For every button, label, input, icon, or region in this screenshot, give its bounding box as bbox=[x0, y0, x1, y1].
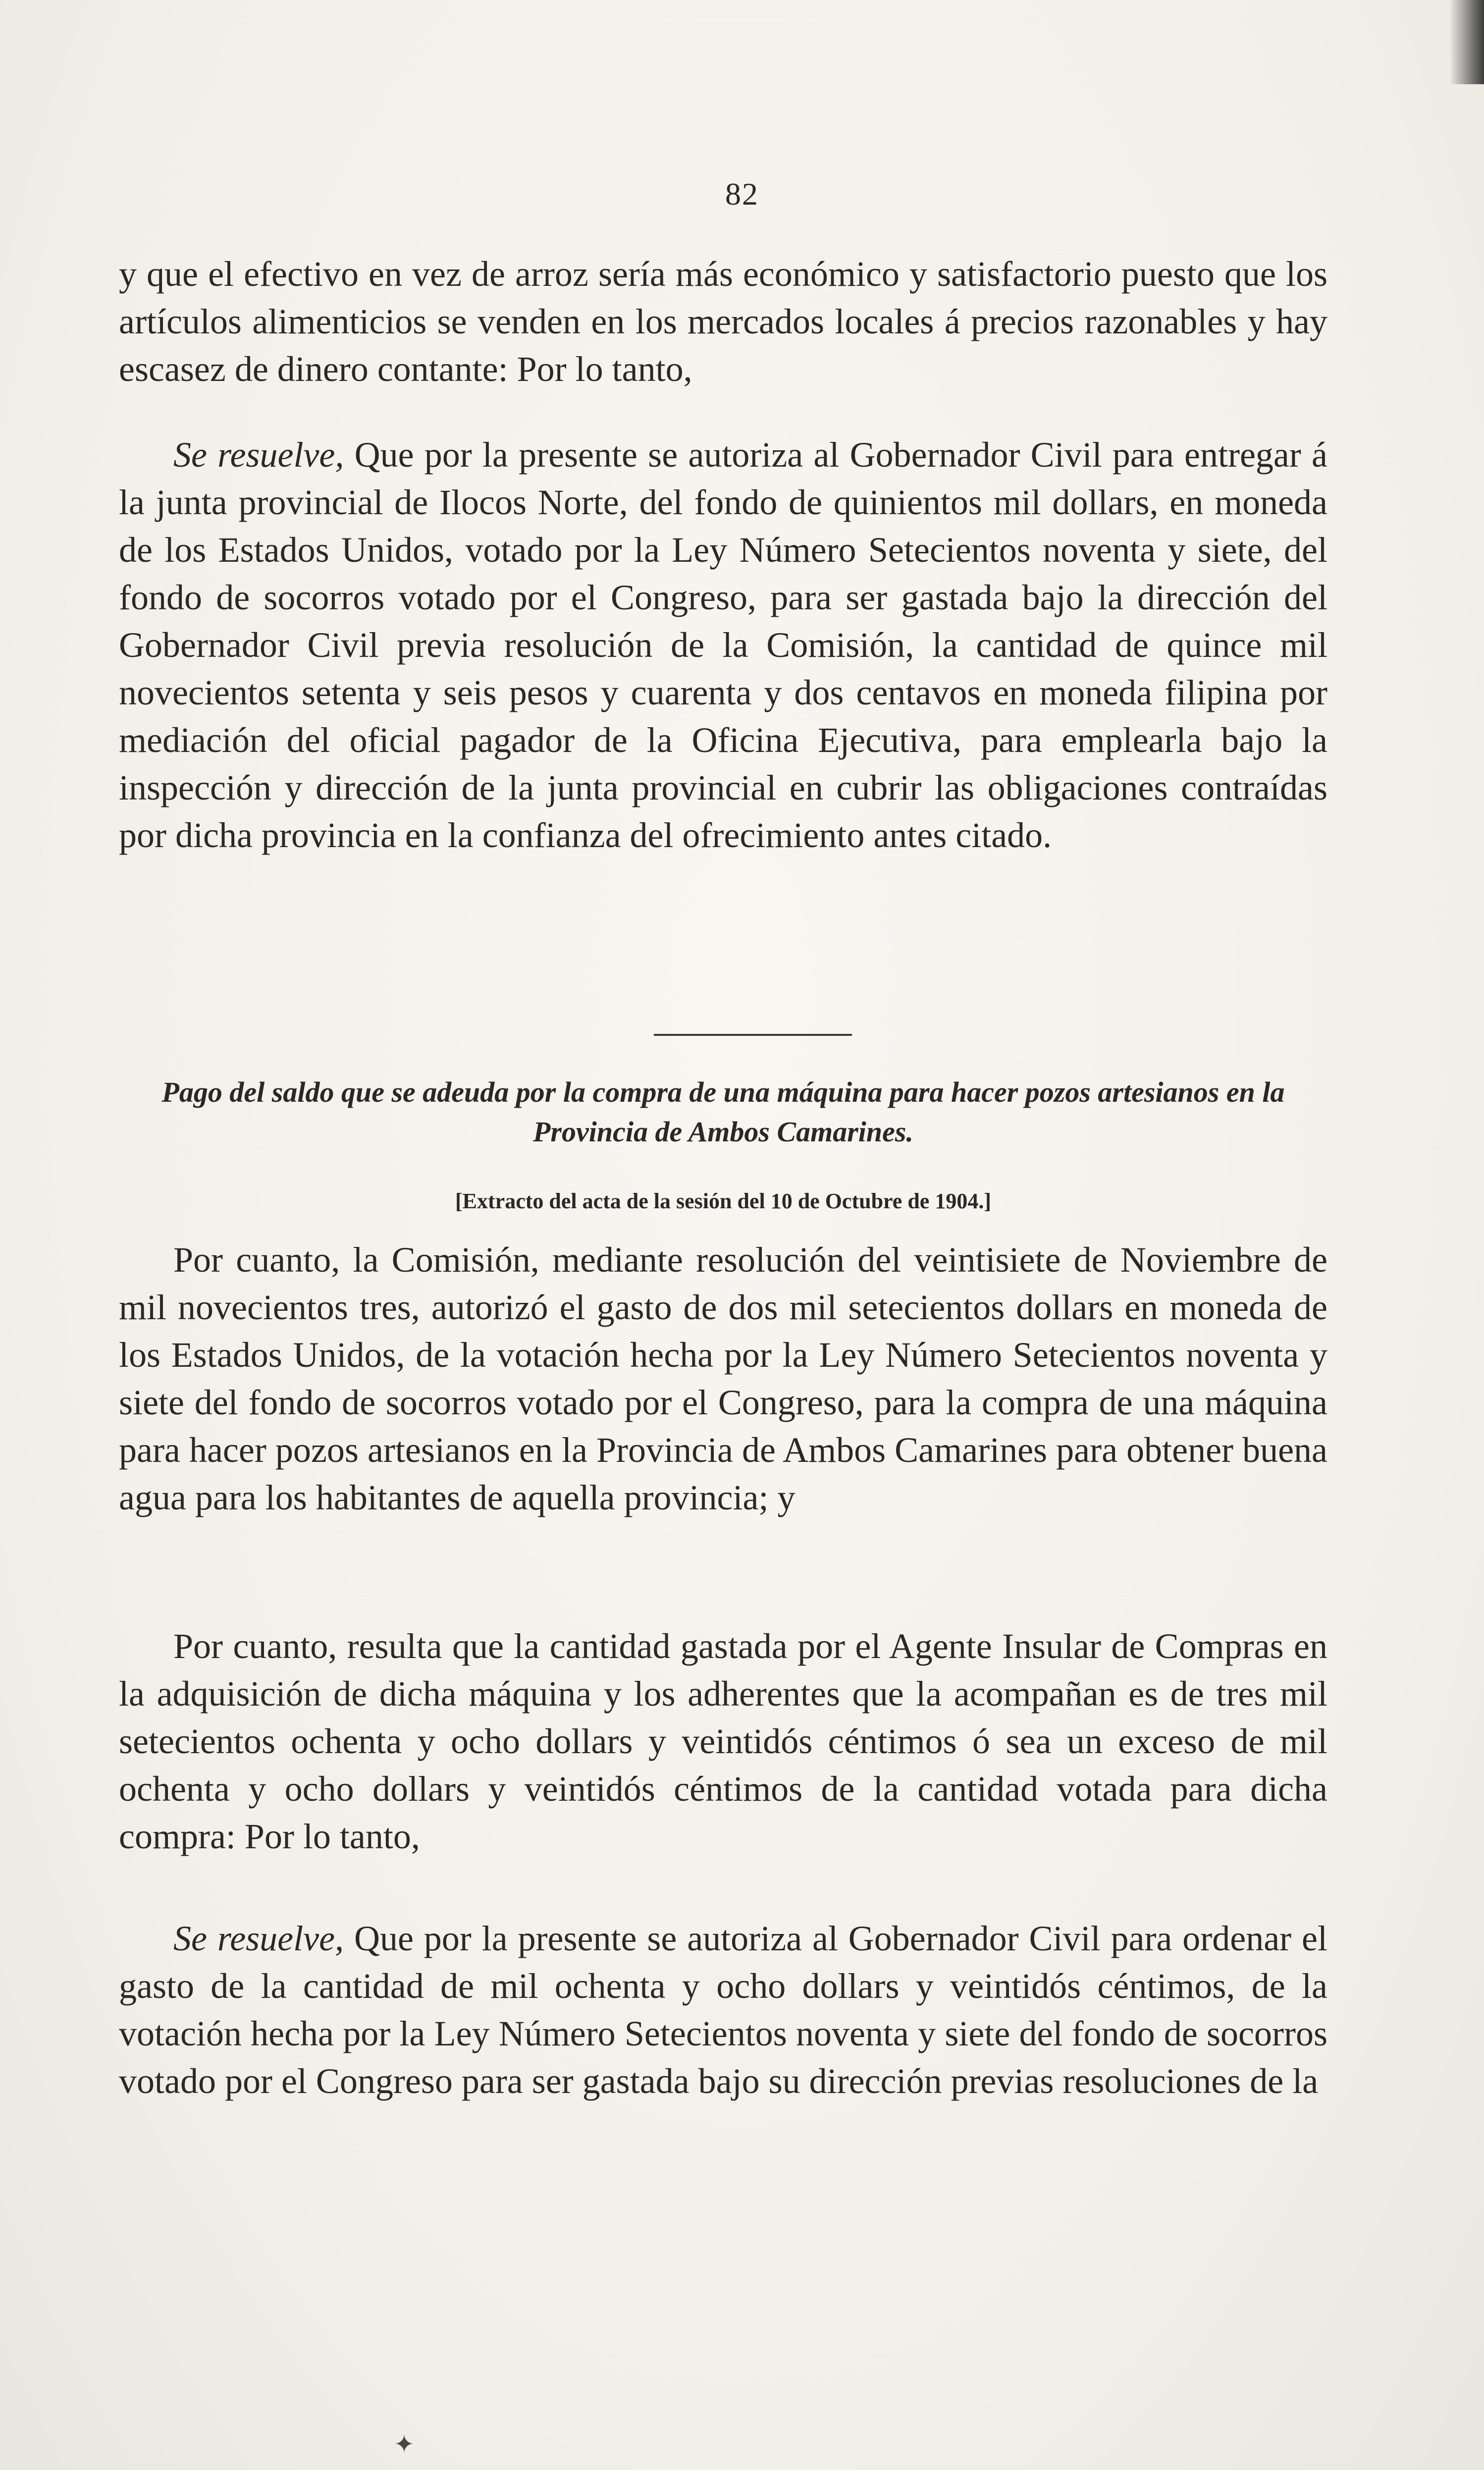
resolution-lead: Se resuelve, bbox=[173, 435, 344, 475]
paragraph bbox=[119, 431, 1327, 859]
print-mark: ✦ bbox=[394, 2430, 415, 2458]
resolution-body: Que por la presente se autoriza al Gobernador Civil para entregar á la junta provincial de Ilocos Norte, del fondo de quinientos mil dollars, en moneda de los Estados Unidos, votado por la Ley Número Setecientos noventa y siete, del fondo de socorros votado por el Congreso, para ser gastada bajo la dirección del Gobernador Civil previa resolución de la Comisión, la cantidad de quince mil novecientos setenta y seis pesos y cuarenta y dos centavos en moneda filipina por mediación del oficial pagador de la Oficina Ejecutiva, para emplearla bajo la inspección y dirección de la junta provincial en cubrir las obligaciones contraídas por dicha provincia en la confianza del ofrecimiento antes citado. bbox=[119, 435, 1327, 855]
section-divider bbox=[654, 1034, 852, 1036]
resolution-body: Que por la presente se autoriza al Gobernador Civil para ordenar el gasto de la cantidad de mil ochenta y ocho dollars y veintidós céntimos, de la votación hecha por la Ley Número Setecientos noventa y siete del fondo de socorros votado por el Congreso para ser gastada bajo su dirección previas resoluciones de la bbox=[119, 1919, 1328, 2101]
paragraph-resolution-1 bbox=[119, 431, 1327, 859]
paragraph-text: Por cuanto, resulta que la cantidad gastada por el Agente Insular de Compras en la adquisición de dicha máquina y los adherentes que la acompañan es de tres mil setecientos ochenta y ocho dollars y veintidós céntimos ó sea un exceso de mil ochenta y ocho dollars y veintidós céntimos de la cantidad votada para dicha compra: Por lo tanto, bbox=[119, 1626, 1327, 1856]
page-edge-shadow bbox=[1449, 0, 1484, 84]
resolution-lead: Se resuelve, bbox=[173, 1919, 344, 1958]
section-heading: Pago del saldo que se adeuda por la compra de una máquina para hacer pozos artesianos en la Provincia de Ambos Camarines. bbox=[161, 1076, 1285, 1148]
paragraph-resolution-2 bbox=[119, 1915, 1327, 2105]
paragraph-text: y que el efectivo en vez de arroz sería más económico y satisfactorio puesto que los artículos alimenticios se venden en los mercados locales á precios razonables y hay escasez de dinero contante: Por lo tanto, bbox=[119, 254, 1327, 389]
paragraph-continuation bbox=[119, 250, 1327, 393]
extract-note: [Extracto del acta de la sesión del 10 de Octubre de 1904.] bbox=[455, 1189, 991, 1213]
paragraph-text: Por cuanto, la Comisión, mediante resolución del veintisiete de Noviembre de mil novecientos tres, autorizó el gasto de dos mil setecientos dollars en moneda de los Estados Unidos, de la votación hecha por la Ley Número Setecientos noventa y siete del fondo de socorros votado por el Congreso, para la compra de una máquina para hacer pozos artesianos en la Provincia de Ambos Camarines para obtener buena agua para los habitantes de aquella provincia; y bbox=[119, 1240, 1327, 1517]
paragraph-whereas-1 bbox=[119, 1236, 1327, 1521]
paragraph bbox=[119, 1915, 1327, 2105]
page-number: 82 bbox=[725, 176, 759, 212]
paragraph-whereas-2 bbox=[119, 1622, 1327, 1860]
